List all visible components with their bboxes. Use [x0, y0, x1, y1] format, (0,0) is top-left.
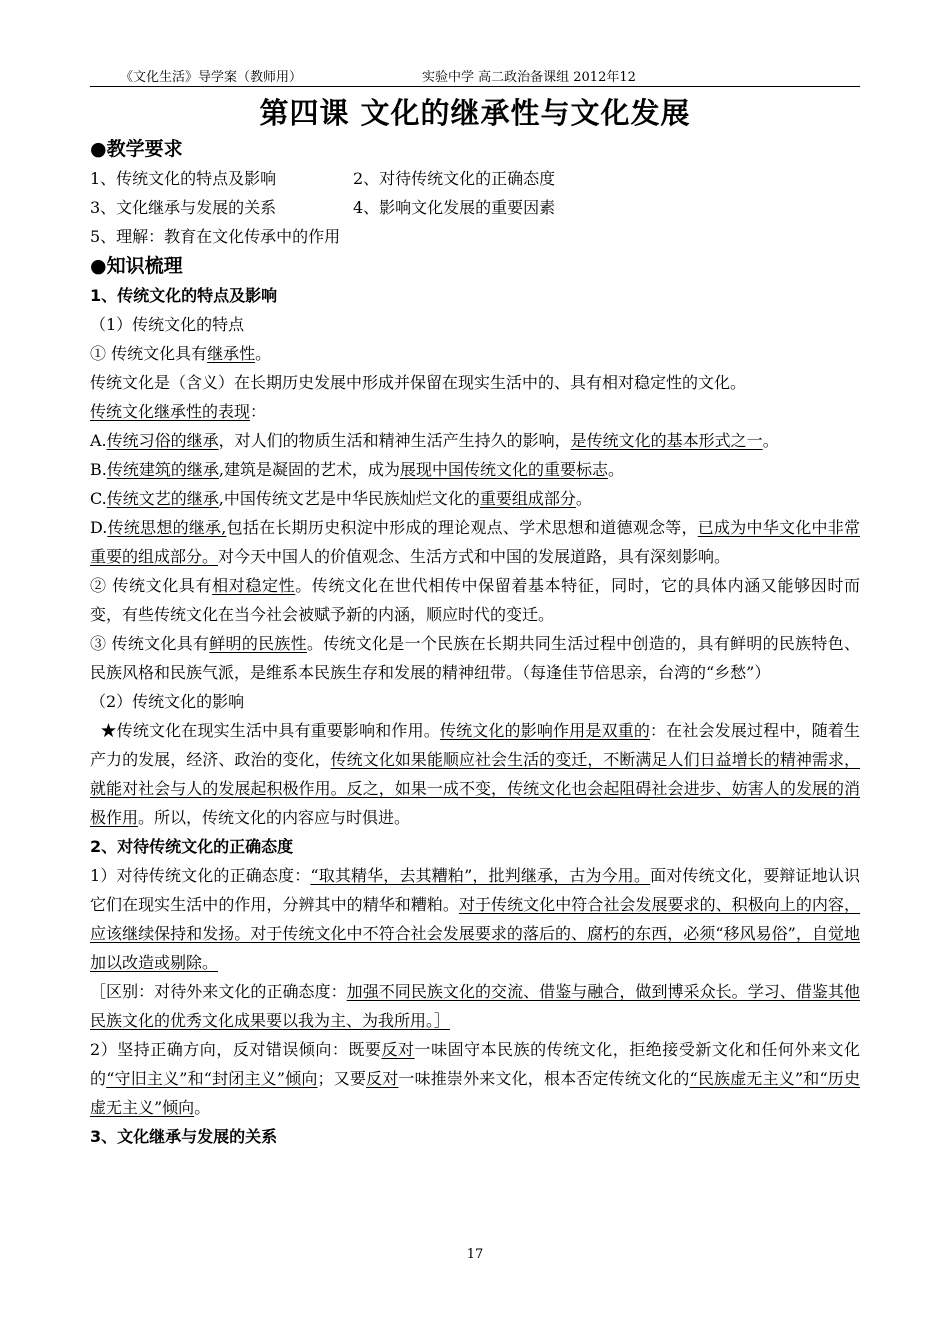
document-page — [90, 62, 860, 1151]
traditional-culture-definition: 传统文化是（含义）在长期历史发展中形成并保留在现实生活中的、具有相对稳定性的文化。 — [90, 373, 747, 392]
inheritance-manifestation-label: 传统文化继承性的表现： — [90, 402, 267, 421]
page-number: 17 — [466, 1247, 484, 1262]
subsection-2-title: （2）传统文化的影响 — [90, 692, 245, 711]
requirement-item: 1、传统文化的特点及影响 — [90, 169, 277, 188]
section-1-title: 1、传统文化的特点及影响 — [90, 286, 278, 305]
requirements-heading: ●教学要求 — [90, 138, 183, 160]
lesson-title: 第四课 文化的继承性与文化发展 — [259, 96, 691, 130]
trait-stability: ② 传统文化具有相对稳定性。传统文化在世代相传中保留着基本特征，同时，它的具体内涵又能够因时而变，有些传统文化在当今社会被赋予新的内涵，顺应时代的变迁。 — [90, 576, 860, 624]
subsection-1-title: （1）传统文化的特点 — [90, 315, 245, 334]
header-left: 《文化生活》导学案（教师用） — [120, 70, 303, 85]
requirement-item: 2、对待传统文化的正确态度 — [353, 169, 556, 188]
foreign-culture-distinction: ［区别：对待外来文化的正确态度：加强不同民族文化的交流、借鉴与融合，做到博采众长。学习、借鉴其他民族文化的优秀文化成果要以我为主、为我所用。］ — [90, 982, 860, 1030]
oppose-wrong-tendencies: 2）坚持正确方向，反对错误倾向：既要反对一味固守本民族的传统文化，拒绝接受新文化和任何外来文化的“守旧主义”和“封闭主义”倾向；又要反对一味推崇外来文化，根本否定传统文化的“民族虚无主义”和“历史虚无主义”倾向。 — [90, 1040, 860, 1117]
requirements-row-2 — [90, 193, 860, 222]
manifestation-a: A.传统习俗的继承，对人们的物质生活和精神生活产生持久的影响，是传统文化的基本形式之一。 — [90, 431, 779, 450]
manifestation-d: D.传统思想的继承,包括在长期历史积淀中形成的理论观点、学术思想和道德观念等，已成为中华文化中非常重要的组成部分。对今天中国人的价值观念、生活方式和中国的发展道路，具有深刻影响。 — [90, 518, 860, 566]
manifestation-b: B.传统建筑的继承,建筑是凝固的艺术，成为展现中国传统文化的重要标志。 — [90, 460, 624, 479]
header-right: 实验中学 高二政治备课组 2012年12 — [422, 70, 636, 85]
knowledge-heading: ●知识梳理 — [90, 255, 183, 277]
trait-nationality: ③ 传统文化具有鲜明的民族性。传统文化是一个民族在长期共同生活过程中创造的，具有鲜明的民族特色、民族风格和民族气派，是维系本民族生存和发展的精神纽带。（每逢佳节倍思亲，台湾的“乡愁”） — [90, 634, 860, 682]
manifestation-c: C.传统文艺的继承,中国传统文艺是中华民族灿烂文化的重要组成部分。 — [90, 489, 592, 508]
requirement-item: 5、理解：教育在文化传承中的作用 — [90, 227, 341, 246]
section-3-title: 3、文化继承与发展的关系 — [90, 1127, 278, 1146]
page-header — [90, 62, 860, 87]
requirements-row-1 — [90, 164, 860, 193]
requirement-item: 4、影响文化发展的重要因素 — [353, 198, 556, 217]
section-2-title: 2、对待传统文化的正确态度 — [90, 837, 294, 856]
traditional-culture-influence: ★传统文化在现实生活中具有重要影响和作用。传统文化的影响作用是双重的：在社会发展过程中，随着生产力的发展，经济、政治的变化，传统文化如果能顺应社会生活的变迁，不断满足人们日益增长的精神需求，就能对社会与人的发展起积极作用。反之，如果一成不变，传统文化也会起阻碍社会进步、妨害人的发展的消极作用。所以，传统文化的内容应与时俱进。 — [90, 721, 860, 827]
requirement-item: 3、文化继承与发展的关系 — [90, 198, 277, 217]
trait-inheritance: ① 传统文化具有继承性。 — [90, 344, 272, 363]
correct-attitude: 1）对待传统文化的正确态度：“取其精华，去其糟粕”，批判继承，古为今用。面对传统文化，要辩证地认识它们在现实生活中的作用，分辨其中的精华和糟粕。对于传统文化中符合社会发展要求的、积极向上的内容，应该继续保持和发扬。对于传统文化中不符合社会发展要求的落后的、腐朽的东西，必须“移风易俗”，自觉地加以改造或剔除。 — [90, 866, 860, 972]
